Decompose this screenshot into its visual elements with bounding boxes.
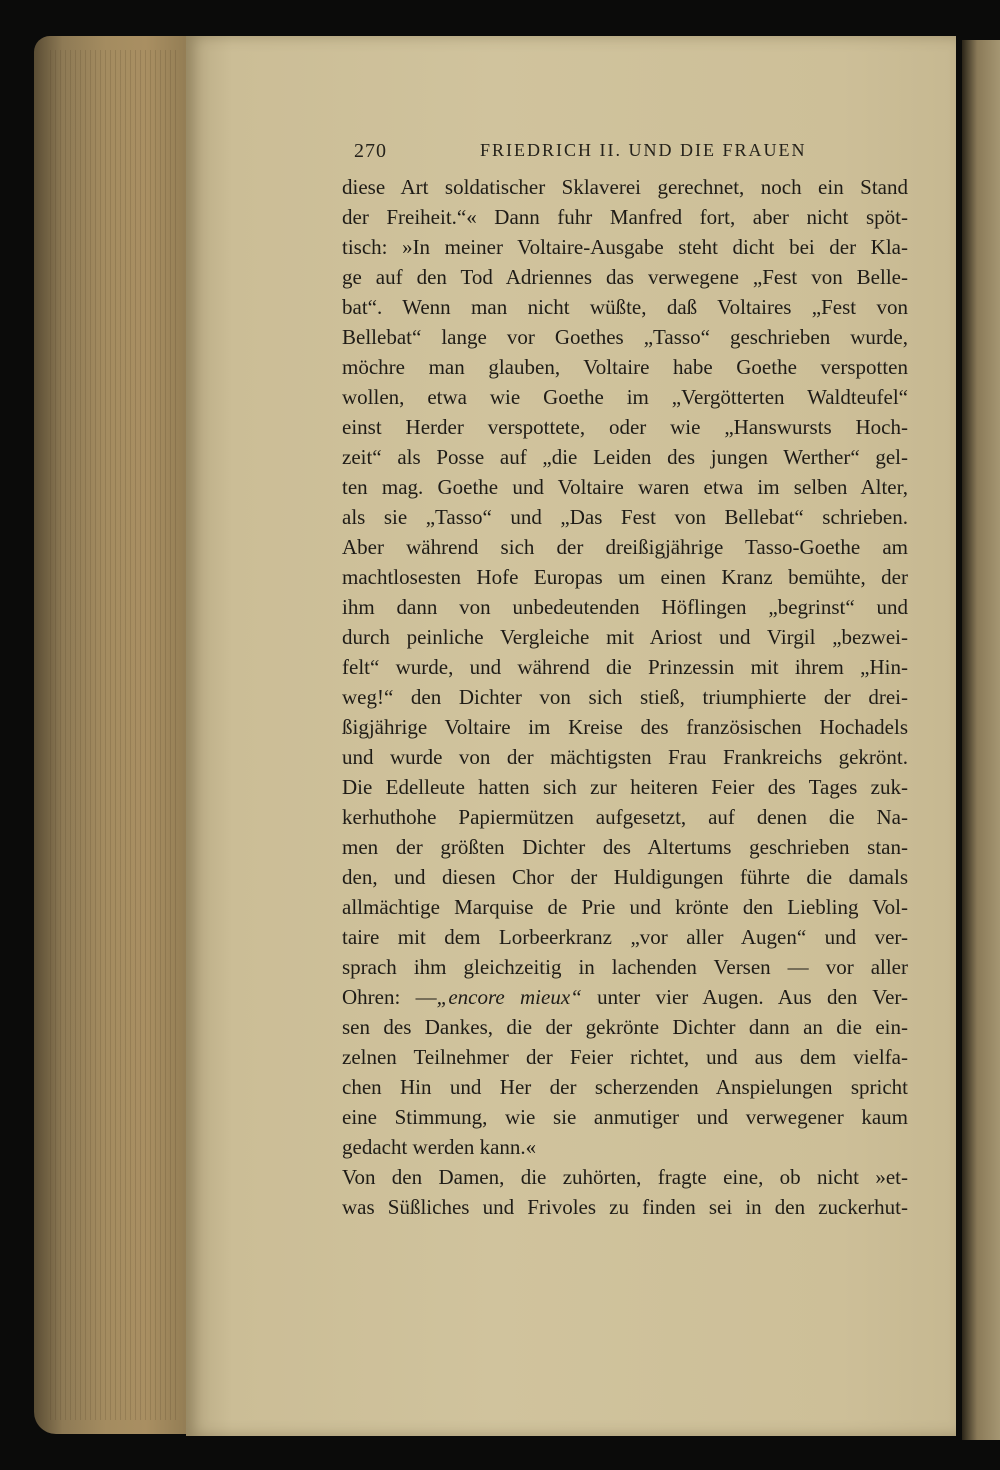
text-line: allmächtige Marquise de Prie und krönte den Liebling Vol- — [342, 895, 908, 919]
text-line: Die Edelleute hatten sich zur heiteren Feier des Tages zuk- — [342, 775, 908, 799]
text-line: men der größten Dichter des Altertums geschrieben stan- — [342, 835, 908, 859]
text-line: einst Herder verspottete, oder wie „Hanswursts Hoch- — [342, 415, 908, 439]
text-line: Von den Damen, die zuhörten, fragte eine, ob nicht »et- — [342, 1165, 908, 1189]
text-line: zeit“ als Posse auf „die Leiden des jungen Werther“ gel- — [342, 445, 908, 469]
page-header — [354, 140, 914, 170]
text-line: ge auf den Tod Adriennes das verwegene „Fest von Belle- — [342, 265, 908, 289]
text-line: und wurde von der mächtigsten Frau Frankreichs gekrönt. — [342, 745, 908, 769]
text-line: eine Stimmung, wie sie anmutiger und verwegener kaum — [342, 1105, 908, 1129]
text-line: Aber während sich der dreißigjährige Tasso-Goethe am — [342, 535, 908, 559]
text-line: diese Art soldatischer Sklaverei gerechnet, noch ein Stand — [342, 175, 908, 199]
text-line: den, und diesen Chor der Huldigungen führte die damals — [342, 865, 908, 889]
text-line: der Freiheit.“« Dann fuhr Manfred fort, aber nicht spöt- — [342, 205, 908, 229]
text-line: weg!“ den Dichter von sich stieß, triumphierte der drei- — [342, 685, 908, 709]
text-line: zelnen Teilnehmer der Feier richtet, und aus dem vielfa- — [342, 1045, 908, 1069]
text-line: sen des Dankes, die der gekrönte Dichter dann an die ein- — [342, 1015, 908, 1039]
text-line-italic — [342, 982, 908, 1012]
text-line: als sie „Tasso“ und „Das Fest von Bellebat“ schrieben. — [342, 505, 908, 529]
adjacent-page-edge — [962, 40, 1000, 1440]
line-fragment: unter vier Augen. Aus den Ver- — [581, 985, 908, 1009]
text-line: taire mit dem Lorbeerkranz „vor aller Augen“ und ver- — [342, 925, 908, 949]
text-line: sprach ihm gleichzeitig in lachenden Versen — vor aller — [342, 955, 908, 979]
text-line: gedacht werden kann.« — [342, 1135, 537, 1159]
line-fragment: Ohren: — — [342, 985, 437, 1009]
italic-quote: „encore mieux“ — [436, 985, 582, 1009]
text-line: möchre man glauben, Voltaire habe Goethe verspotten — [342, 355, 908, 379]
text-line: kerhuthohe Papiermützen aufgesetzt, auf denen die Na- — [342, 805, 908, 829]
text-line: chen Hin und Her der scherzenden Anspielungen spricht — [342, 1075, 908, 1099]
text-line: ten mag. Goethe und Voltaire waren etwa im selben Alter, — [342, 475, 908, 499]
page-number: 270 — [354, 140, 387, 162]
body-text — [342, 172, 908, 1222]
text-line: was Süßliches und Frivoles zu finden sei in den zuckerhut- — [342, 1195, 908, 1219]
text-line: felt“ wurde, und während die Prinzessin mit ihrem „Hin- — [342, 655, 908, 679]
text-line: ßigjährige Voltaire im Kreise des französischen Hochadels — [342, 715, 908, 739]
text-line: Bellebat“ lange vor Goethes „Tasso“ geschrieben wurde, — [342, 325, 908, 349]
text-line: durch peinliche Vergleiche mit Ariost und Virgil „bezwei- — [342, 625, 908, 649]
text-line: ihm dann von unbedeutenden Höflingen „begrinst“ und — [342, 595, 908, 619]
text-line: bat“. Wenn man nicht wüßte, daß Voltaires „Fest von — [342, 295, 908, 319]
text-line: tisch: »In meiner Voltaire-Ausgabe steht dicht bei der Kla- — [342, 235, 908, 259]
text-line: wollen, etwa wie Goethe im „Vergötterten Waldteufel“ — [342, 385, 908, 409]
page-edge-texture — [50, 50, 180, 1420]
text-line: machtlosesten Hofe Europas um einen Kranz bemühte, der — [342, 565, 908, 589]
running-title: FRIEDRICH II. UND DIE FRAUEN — [480, 140, 807, 160]
